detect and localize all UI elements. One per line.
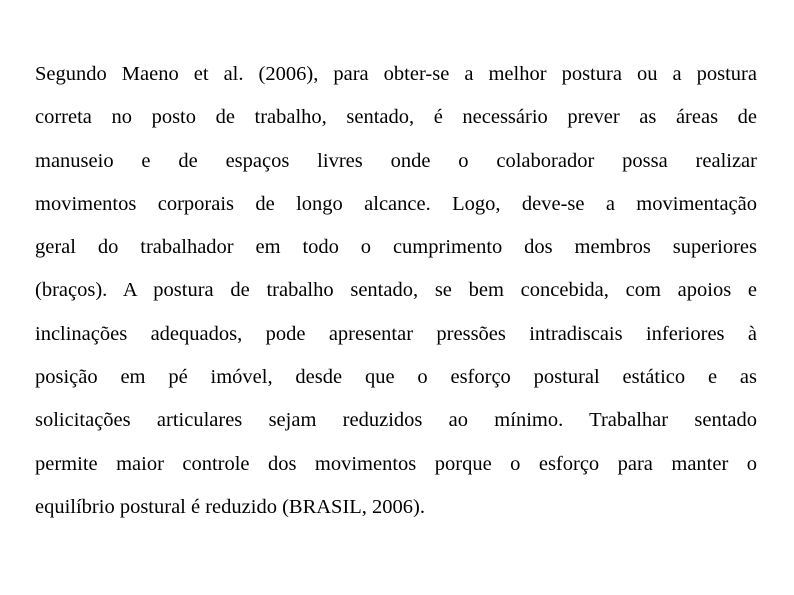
paragraph-line: posição em pé imóvel, desde que o esforço postural estático e as [35, 366, 757, 389]
paragraph-line: movimentos corporais de longo alcance. Logo, deve-se a movimentação [35, 192, 757, 215]
paragraph-line: permite maior controle dos movimentos porque o esforço para manter o [35, 452, 757, 475]
paragraph-line: Segundo Maeno et al. (2006), para obter-se a melhor postura ou a postura [35, 63, 757, 85]
paragraph-line: inclinações adequados, pode apresentar pressões intradiscais inferiores à [35, 322, 757, 345]
body-paragraph [35, 53, 757, 529]
paragraph-line: geral do trabalhador em todo o cumprimento dos membros superiores [35, 236, 757, 259]
paragraph-line: solicitações articulares sejam reduzidos ao mínimo. Trabalhar sentado [35, 409, 757, 432]
paragraph-line: manuseio e de espaços livres onde o colaborador possa realizar [35, 149, 757, 172]
paragraph-line: correta no posto de trabalho, sentado, é necessário prever as áreas de [35, 106, 757, 129]
paragraph-line: (braços). A postura de trabalho sentado, se bem concebida, com apoios e [35, 279, 757, 302]
paragraph-line: equilíbrio postural é reduzido (BRASIL, 2006). [35, 495, 426, 518]
